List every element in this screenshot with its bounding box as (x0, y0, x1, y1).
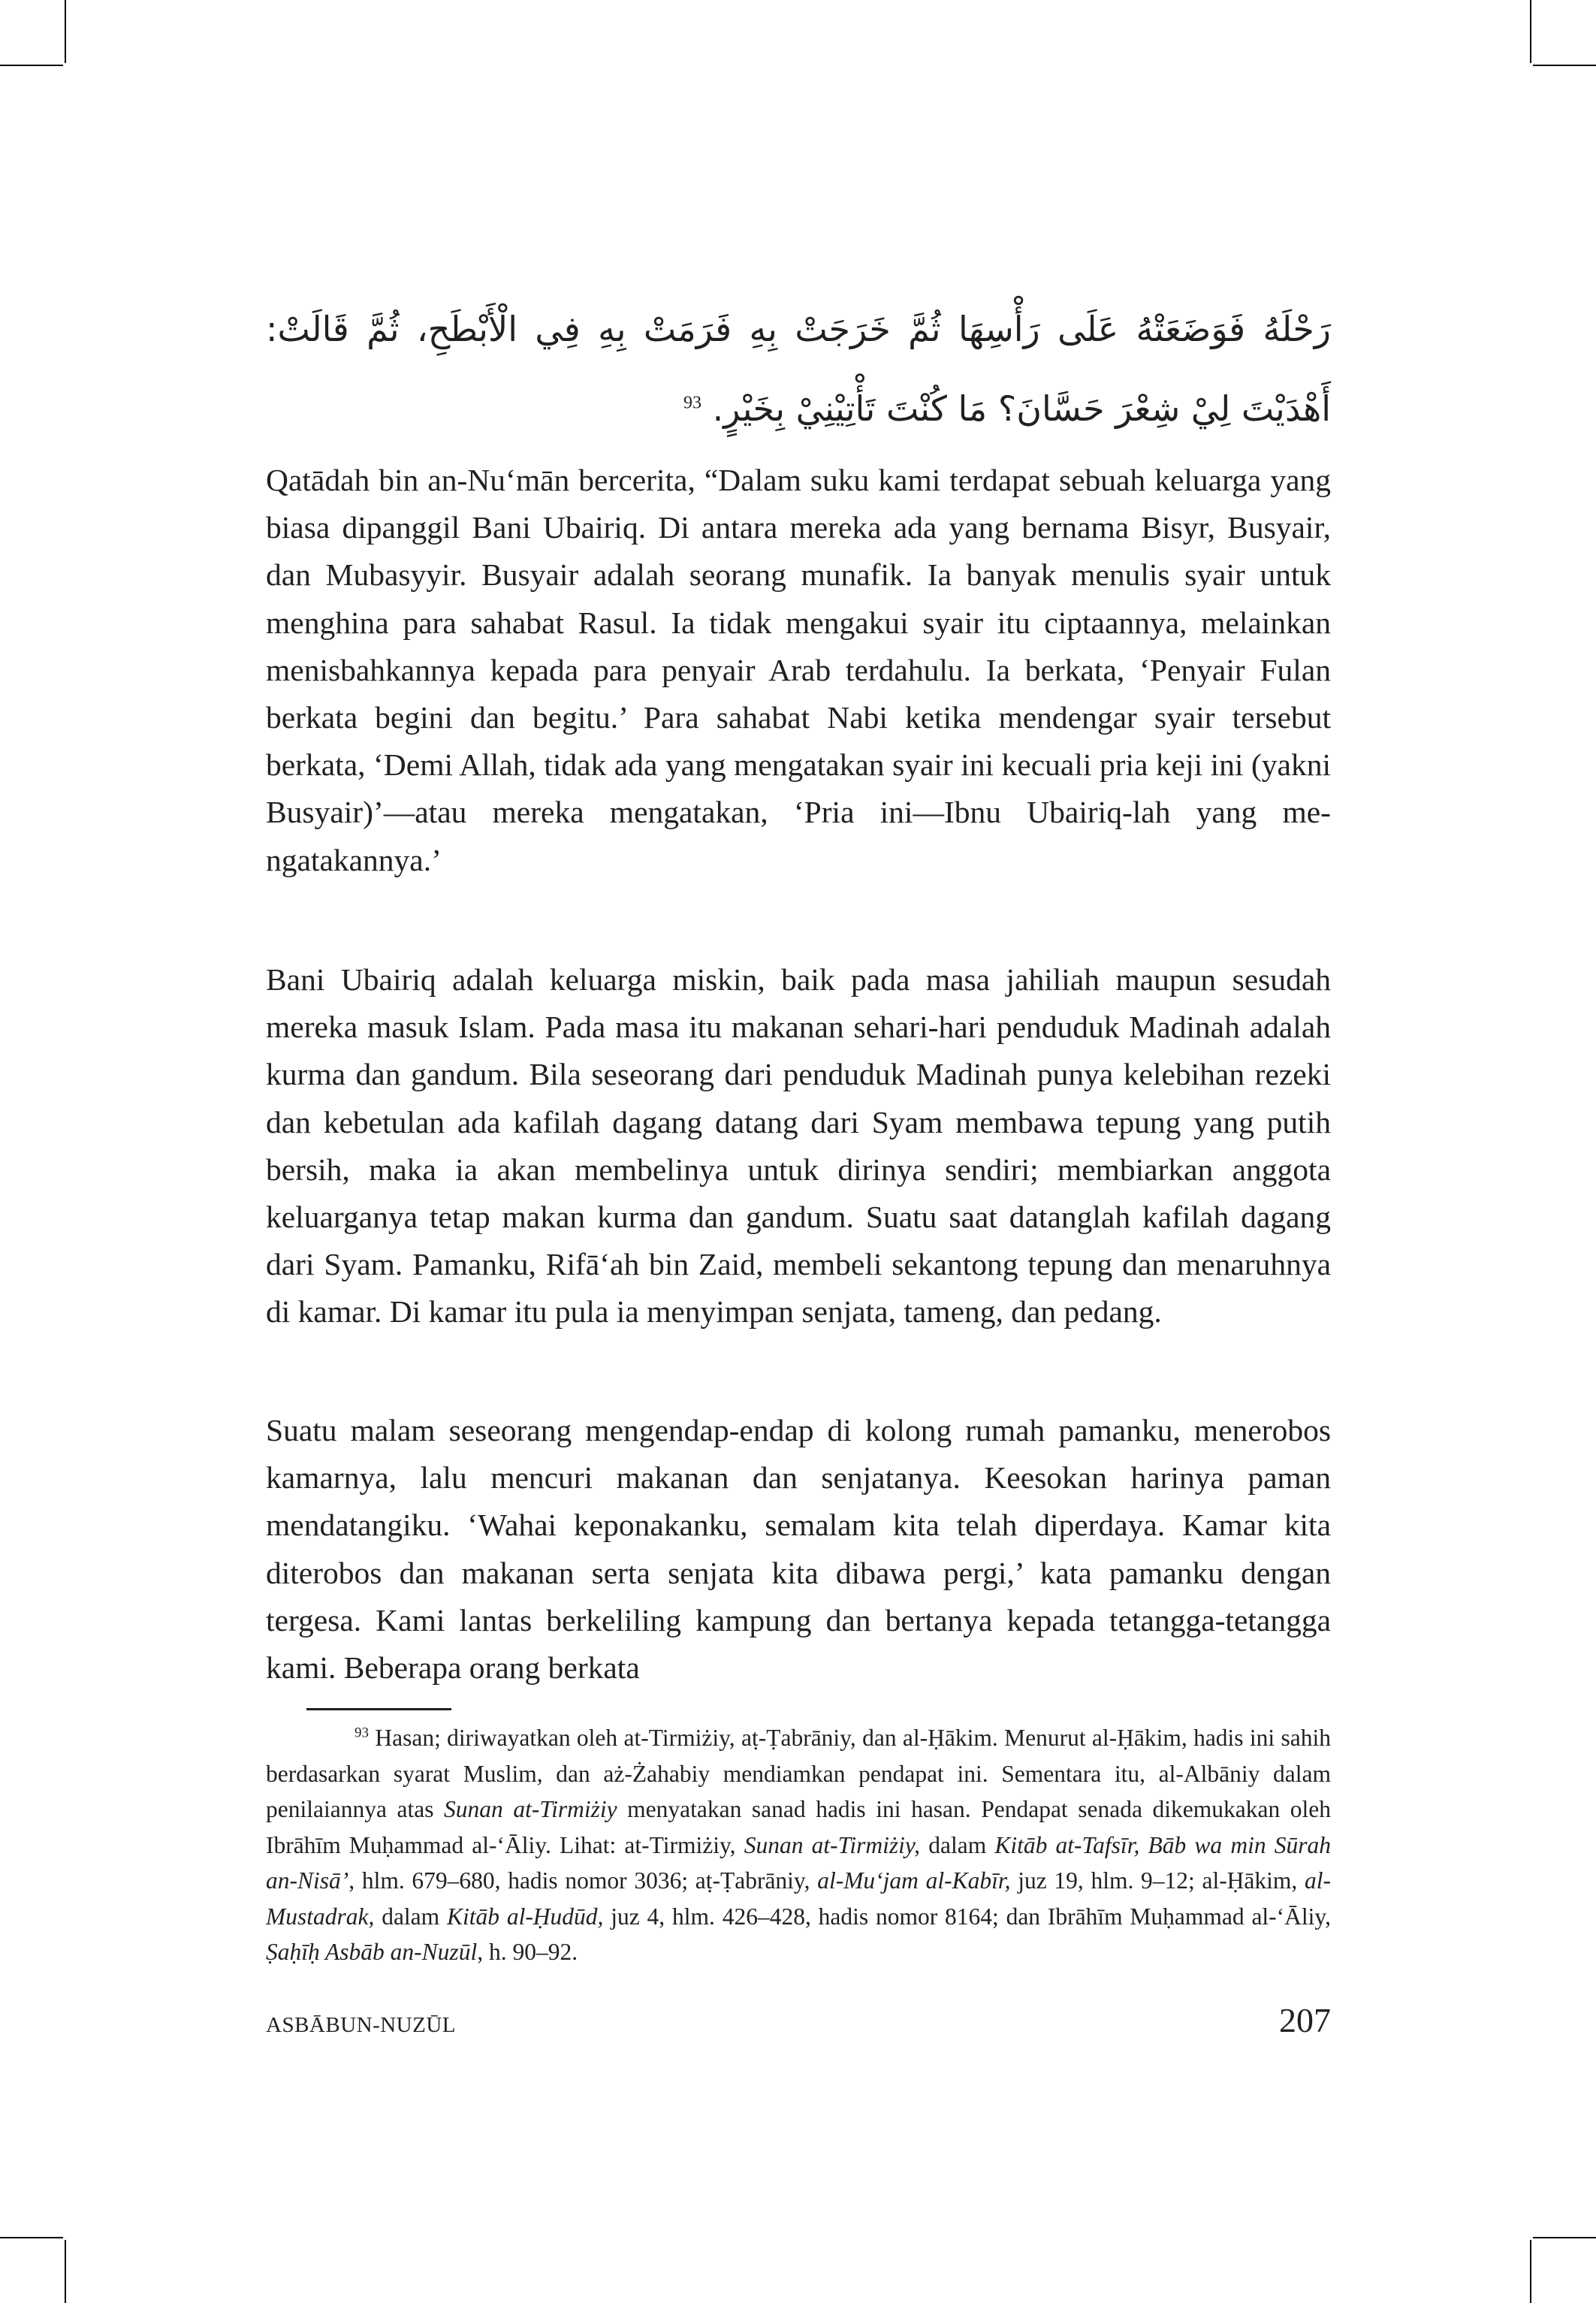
footnote-separator-rule (306, 1708, 451, 1710)
footnote-number: 93 (354, 1725, 369, 1741)
body-paragraph-1: Qatādah bin an-Nuʻmān bercerita, “Dalam suku kami terdapat sebuah keluarga yang biasa dipanggil Bani Ubairiq. Di antara mereka ada yang bernama Bisyr, Busyair, dan Mubasyyir. Busyair adalah seorang munafik. Ia banyak menulis syair untuk menghina para sahabat Rasul. Ia tidak mengakui syair itu ciptaannya, melainkan menisbahkannya kepada para penyair Arab terdahulu. Ia berkata, ‘Penyair Fulan berkata begini dan begitu.’ Para sahabat Nabi ketika mendengar syair tersebut berkata, ‘Demi Allah, tidak ada yang mengatakan syair ini kecuali pria keji ini (yakni Busyair)’—atau mereka mengatakan, ‘Pria ini—Ibnu Ubairiq-lah yang mengatakannya.’ (266, 463, 1331, 877)
footnote (266, 1720, 1331, 1970)
arabic-quotation (266, 289, 1331, 448)
footnote-text: , h. 90–92. (477, 1939, 578, 1965)
footnote-text: juz 4, hlm. 426–428, hadis nomor 8164; dan Ibrāhīm Muḥammad al-ʻĀliy, (603, 1903, 1331, 1930)
footnote-citation-title: Kitāb at-Tafsīr, Bāb wa min Sūrah an-Nisā’ (266, 1831, 1332, 1894)
footnote-citation-title: al-Muʻjam al-Kabīr, (817, 1867, 1011, 1894)
crop-mark-top-right-vertical (1530, 0, 1531, 63)
footnote-text: menyatakan sanad hadis ini hasan. Pendapat senada dikemukakan oleh Ibrāhīm Muḥammad al-ʻĀliy. Lihat: at-Tirmiżiy, (266, 1796, 1332, 1858)
crop-mark-top-right-horizontal (1533, 65, 1596, 66)
footnote-text: dalam (374, 1903, 447, 1930)
crop-mark-top-left-horizontal (0, 65, 63, 66)
footnote-citation-title: Sunan at-Tirmiżiy, (744, 1831, 921, 1858)
footnote-text: Hasan; diriwayatkan oleh at-Tirmiżiy, aṭ-Ṭabrāniy, dan al-Ḥākim. Menurut al-Ḥākim, hadis ini sahih berdasarkan syarat Muslim, dan aż-Żahabiy mendiamkan pendapat ini. Sementara itu, al-Albāniy dalam penilaiannya atas (266, 1725, 1331, 1822)
crop-mark-bottom-right-horizontal (1533, 2237, 1596, 2238)
body-paragraph-3: Suatu malam seseorang mengendap-endap di kolong rumah pamanku, menerobos kamarnya, lalu mencuri makanan dan senjatanya. Keesokan harinya paman mendatangiku. ‘Wahai keponakanku, semalam kita telah diperdaya. Kamar kita diterobos dan makanan serta senjata kita dibawa pergi,’ kata pamanku dengan tergesa. Kami lantas berkeliling kampung dan bertanya kepada tetangga-tetangga kami. Beberapa orang berkata (266, 1413, 1331, 1686)
arabic-text: رَحْلَهُ فَوَضَعَتْهُ عَلَى رَأْسِهَا ثُمَّ خَرَجَتْ بِهِ فَرَمَتْ بِهِ فِي الْأَبْطَحِ، ثُمَّ قَالَتْ: أَهْدَيْتَ لِيْ شِعْرَ حَسَّانَ؟ مَا كُنْتَ تَأْتِيْنِيْ بِخَيْرٍ. (266, 309, 1331, 429)
crop-mark-top-left-vertical (65, 0, 66, 63)
footnote-citation-title: al-Mustadrak, (266, 1867, 1331, 1930)
crop-mark-bottom-left-horizontal (0, 2237, 63, 2238)
footnote-citation-title: Ṣaḥīḥ Asbāb an-Nuzūl (266, 1939, 478, 1965)
footnote-text: juz 19, hlm. 9–12; al-Ḥākim, (1010, 1867, 1305, 1894)
running-head: ASBĀBUN-NUZŪL (266, 2013, 456, 2037)
body-paragraph-2: Bani Ubairiq adalah keluarga miskin, baik pada masa jahiliah maupun sesudah mereka masuk Islam. Pada masa itu makanan sehari-hari penduduk Madinah adalah kurma dan gandum. Bila seseorang dari penduduk Madinah punya kelebihan rezeki dan kebetulan ada kafilah dagang datang dari Syam membawa tepung yang putih bersih, maka ia akan membelinya untuk dirinya sendiri; membiarkan anggota keluarganya tetap makan kurma dan gandum. Suatu saat datanglah kafilah dagang dari Syam. Pamanku, Rifāʻah bin Zaid, membeli sekantong tepung dan menaruhnya di kamar. Di kamar itu pula ia menyimpan senjata, tameng, dan pedang. (266, 962, 1331, 1330)
crop-mark-bottom-right-vertical (1530, 2240, 1531, 2303)
footnote-citation-title: Sunan at-Tirmiżiy (444, 1796, 617, 1822)
footnote-text: dalam (920, 1831, 995, 1858)
footnote-citation-title: Kitāb al-Ḥudūd, (446, 1903, 604, 1930)
page-number: 207 (1279, 2001, 1331, 2039)
footnote-reference: 93 (683, 393, 701, 413)
footnote-text: , hlm. 679–680, hadis nomor 3036; aṭ-Ṭabrāniy, (348, 1867, 818, 1894)
crop-mark-bottom-left-vertical (65, 2240, 66, 2303)
